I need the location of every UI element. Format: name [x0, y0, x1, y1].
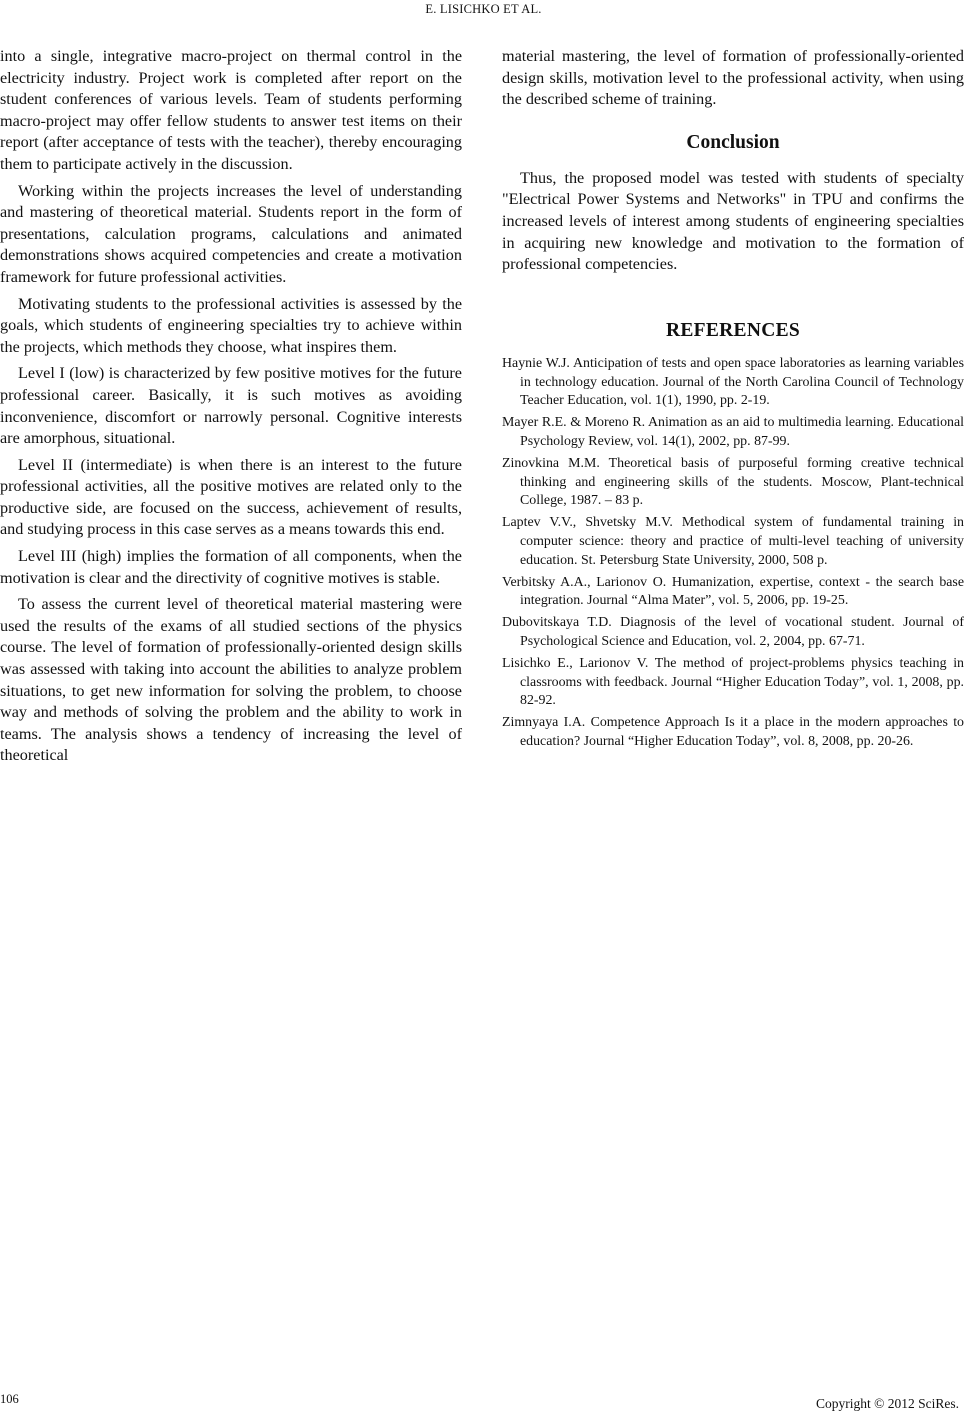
reference-item: Dubovitskaya T.D. Diagnosis of the level of vocational student. Journal of Psychological Science and Education, vol. 2, 2004, pp. 67-71. [502, 615, 964, 649]
reference-item: Mayer R.E. & Moreno R. Animation as an aid to multimedia learning. Educational Psychology Review, vol. 14(1), 2002, pp. 87-99. [502, 415, 964, 449]
reference-item: Laptev V.V., Shvetsky M.V. Methodical system of fundamental training in computer science: theory and practice of multi-level teaching of university education. St. Petersburg State University, 2000, 508 p. [502, 515, 964, 568]
body-paragraph: Working within the projects increases the level of understanding and mastering of theoretical material. Students report in the form of presentations, calculation programs, calculations and animated demonstrations shows acquired competencies and create a motivation framework for future professional activities. [0, 181, 462, 286]
left-column [0, 46, 462, 772]
body-paragraph: Level III (high) implies the formation of all components, when the motivation is clear and the directivity of cognitive motives is stable. [0, 547, 462, 587]
body-paragraph: material mastering, the level of formation of professionally-oriented design skills, motivation level to the professional activity, when using the described scheme of training. [502, 47, 964, 109]
conclusion-paragraph: Thus, the proposed model was tested with students of specialty "Electrical Power Systems and Networks" in TPU and confirms the increased levels of interest among students of engineering specialties in acquiring new knowledge and motivation to the formation of professional competencies. [502, 168, 964, 274]
right-column [502, 46, 964, 755]
copyright-notice: Copyright © 2012 SciRes. [815, 1396, 959, 1411]
conclusion-heading: Conclusion [686, 131, 780, 153]
body-paragraph: into a single, integrative macro-project on thermal control in the electricity industry. Project work is completed after report on the student conferences of various levels. Team of students performing macro-project may offer fellow students to answer test items on their report (after acceptance of tests with the teacher), thereby encouraging them to participate actively in the discussion. [0, 47, 462, 173]
running-head: E. LISICHKO ET AL. [425, 2, 542, 16]
reference-item: Verbitsky A.A., Larionov O. Humanization, expertise, context - the search base integration. Journal “Alma Mater”, vol. 5, 2006, pp. 19-25. [502, 574, 964, 609]
reference-item: Haynie W.J. Anticipation of tests and open space laboratories as learning variables in technology education. Journal of the North Carolina Council of Technology Teacher Education, vol. 1(1), 1990, pp. 2-19. [502, 355, 964, 409]
references-heading: REFERENCES [665, 319, 801, 341]
body-paragraph: Motivating students to the professional activities is assessed by the goals, which students of engineering specialties try to achieve within the projects, which methods they choose, what inspires them. [0, 294, 462, 356]
body-paragraph: Level I (low) is characterized by few positive motives for the future professional career. Basically, it is such motives as avoiding inconvenience, discomfort or narrowly personal. Cognitive interests are amorphous, situational. [0, 364, 462, 448]
page-number: 106 [0, 1392, 19, 1406]
reference-item: Zinovkina M.M. Theoretical basis of purposeful forming creative technical thinking and engineering skills of the students. Moscow, Plant-technical College, 1987. – 83 p. [502, 455, 964, 509]
body-paragraph: To assess the current level of theoretical material mastering were used the results of the exams of all studied sections of the physics course. The level of formation of professionally-oriented design skills was assessed with taking into account the abilities to analyze problem situations, to get new information for solving the problem, to choose way and methods of solving the problem and the ability to work in teams. The analysis shows a tendency of increasing the level of theoretical [0, 595, 462, 765]
reference-item: Zimnyaya I.A. Competence Approach Is it a place in the modern approaches to education? Journal “Higher Education Today”, vol. 8, 2008, pp. 20-26. [502, 715, 964, 749]
body-paragraph: Level II (intermediate) is when there is an interest to the future professional activities, all the positive motives are related only to the productive side, are focused on the success, achievement of results, and studying process in this case serves as a means towards this end. [0, 455, 462, 539]
references-list [502, 355, 964, 752]
reference-item: Lisichko E., Larionov V. The method of project-problems physics teaching in classrooms with feedback. Journal “Higher Education Today”, vol. 1, 2008, pp. 82-92. [502, 655, 964, 709]
